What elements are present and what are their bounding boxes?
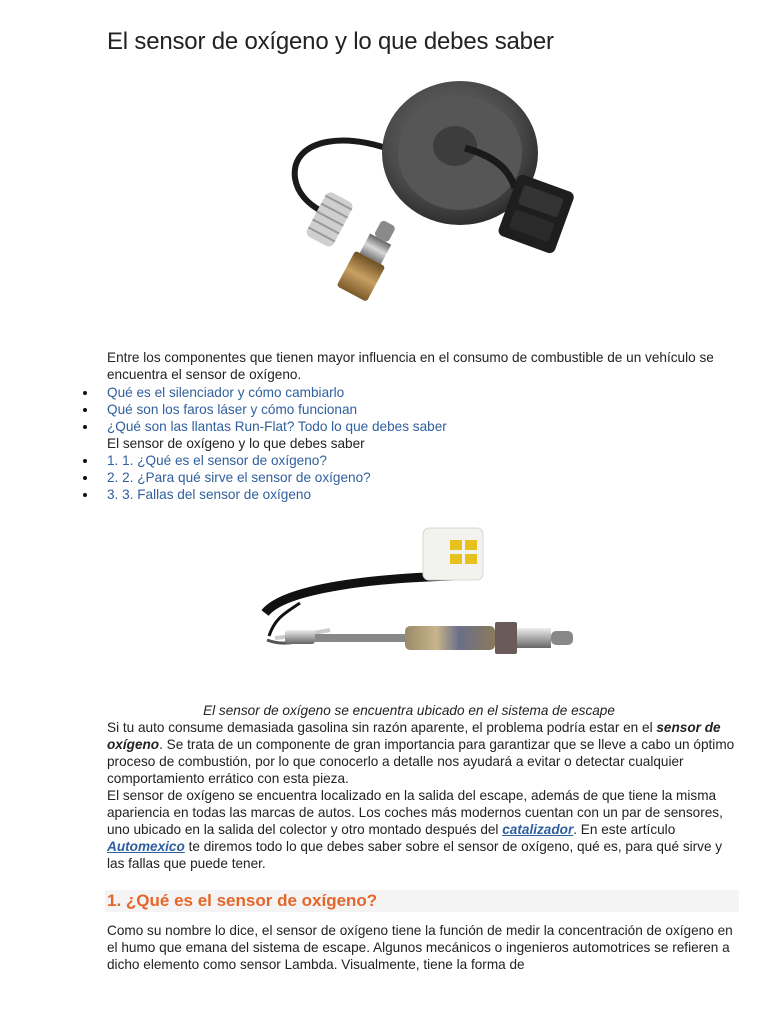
oxygen-sensor-image-1 (270, 78, 590, 338)
related-link-silenciador[interactable]: Qué es el silenciador y cómo cambiarlo (107, 385, 345, 400)
toc-link-fallas[interactable]: 3. 3. Fallas del sensor de oxígeno (107, 487, 312, 502)
intro-paragraph: Entre los componentes que tienen mayor influencia en el consumo de combustible de un vehículo se encuentra el sensor de oxígeno. (107, 350, 714, 382)
paragraph-2-text-a: El sensor de oxígeno se encuentra localizado en la salida del escape, además de que tiene la misma apariencia en todas las marcas de autos. Los coches más modernos cuentan con un par de sensores, uno ubicado en la salida del colector y otro montado después del (107, 788, 723, 837)
bullet-icon (83, 459, 87, 463)
related-link-run-flat[interactable]: ¿Qué son las llantas Run-Flat? Todo lo que debes saber (107, 419, 447, 434)
automexico-link[interactable]: Automexico (107, 839, 185, 854)
article-title: El sensor de oxígeno y lo que debes saber (107, 28, 554, 55)
section-heading-1 (105, 890, 739, 912)
paragraph-1-text-b: . Se trata de un componente de gran importancia para garantizar que se lleve a cabo un óptimo proceso de combustión, por lo que conocerlo a detalle nos ayudará a evitar o detectar cualquier comportamiento errático con esta pieza. (107, 737, 735, 786)
list-item (80, 469, 371, 486)
bullet-icon (83, 493, 87, 497)
bullet-icon (83, 408, 87, 412)
paragraph-1 (107, 719, 739, 787)
toc-link-que-es[interactable]: 1. 1. ¿Qué es el sensor de oxígeno? (107, 453, 327, 468)
paragraph-2-text-b: . En este artículo (573, 822, 676, 837)
bullet-icon (83, 391, 87, 395)
section-heading-1-text: 1. ¿Qué es el sensor de oxígeno? (107, 891, 378, 910)
paragraph-2-text-c: te diremos todo lo que debes saber sobre el sensor de oxígeno, qué es, para qué sirve y las fallas que puede tener. (107, 839, 723, 871)
list-item (80, 486, 371, 503)
list-item (80, 418, 447, 435)
related-links-list (80, 384, 447, 435)
sensor-de-oxigeno-emphasis: sensor de oxígeno (107, 720, 721, 752)
toc-link-para-que-sirve[interactable]: 2. 2. ¿Para qué sirve el sensor de oxígeno? (107, 470, 371, 485)
bullet-icon (83, 425, 87, 429)
list-item (80, 452, 371, 469)
image-caption: El sensor de oxígeno se encuentra ubicado en el sistema de escape (203, 703, 615, 718)
list-item (80, 401, 447, 418)
related-link-faros-laser[interactable]: Qué son los faros láser y cómo funcionan (107, 402, 358, 417)
oxygen-sensor-image-2 (255, 518, 595, 693)
bullet-icon (83, 476, 87, 480)
paragraph-3: Como su nombre lo dice, el sensor de oxígeno tiene la función de medir la concentración de oxígeno en el humo que emana del sistema de escape. Algunos mecánicos o ingenieros automotrices se refieren a dicho elemento como sensor Lambda. Visualmente, tiene la forma de (107, 923, 733, 972)
catalizador-link[interactable]: catalizador (502, 822, 574, 837)
table-of-contents (80, 452, 371, 503)
paragraph-2 (107, 787, 739, 872)
paragraph-1-text-a: Si tu auto consume demasiada gasolina sin razón aparente, el problema podría estar en el (107, 720, 657, 735)
toc-title: El sensor de oxígeno y lo que debes saber (107, 436, 365, 451)
list-item (80, 384, 447, 401)
